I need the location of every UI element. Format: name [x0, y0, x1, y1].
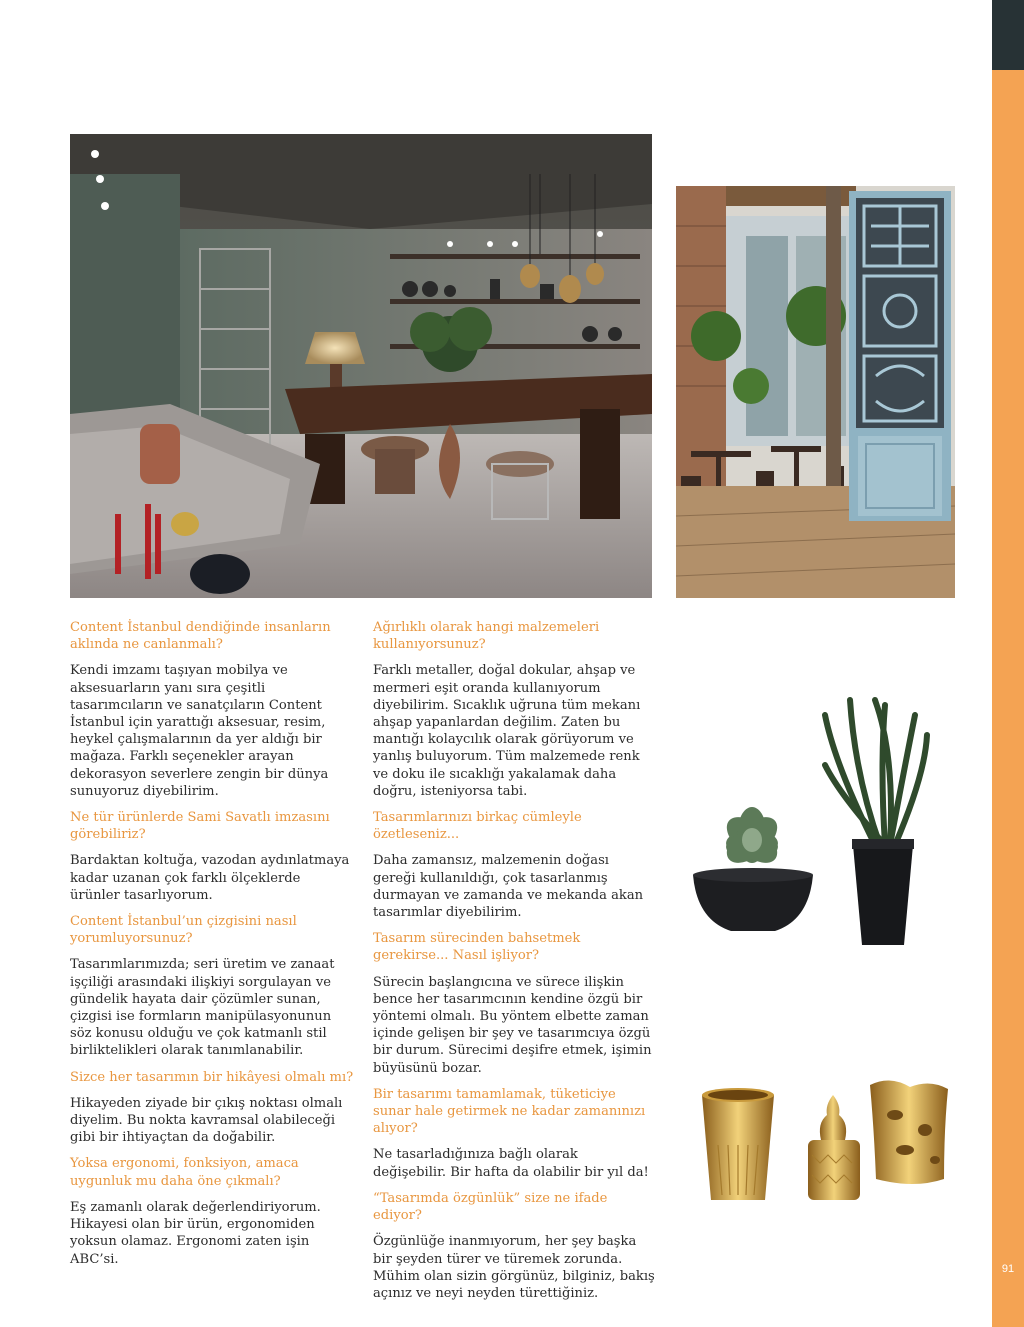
interview-column-left — [70, 619, 354, 1277]
cafe-door-photo — [676, 186, 955, 598]
question: Yoksa ergonomi, fonksiyon, amaca uygunluk mu daha öne çıkmalı? — [70, 1156, 299, 1189]
side-color-strip — [992, 0, 1024, 1327]
question: Ne tür ürünlerde Sami Savatlı imzasını görebiliriz? — [70, 810, 330, 843]
page-number: 91 — [1001, 1263, 1015, 1275]
question: Tasarım sürecinden bahsetmek gerekirse... Nasıl işliyor? — [373, 931, 581, 964]
answer: Hikayeden ziyade bir çıkış noktası olmalı diyelim. Bu nokta kavramsal olabileceği gibi bir ihtiyaçtan da doğabilir. — [70, 1095, 343, 1146]
gold-vessels-product-photo — [700, 1075, 955, 1205]
answer: Sürecin başlangıcına ve sürece ilişkin bence her tasarımcının kendine özgü bir yöntemi olmalı. Bu yöntem elbette zaman içinde gelişen bir şey ve tasarımcıya özgü bir durum. Sürecimi deşifre etmek, işimin büyüsünü bozar. — [373, 974, 652, 1076]
question: “Tasarımda özgünlük” size ne ifade ediyor? — [373, 1190, 608, 1224]
question: Ağırlıklı olarak hangi malzemeleri kullanıyorsunuz? — [373, 620, 600, 653]
question: Bir tasarımı tamamlamak, tüketiciye sunar hale getirmek ne kadar zamanınızı alıyor? — [373, 1086, 646, 1137]
question: Sizce her tasarımın bir hikâyesi olmalı mı? — [70, 1069, 354, 1085]
side-strip-dark-cap — [992, 0, 1024, 70]
question: Content İstanbul dendiğinde insanların aklında ne canlanmalı? — [70, 620, 331, 653]
showroom-photo — [70, 134, 652, 598]
answer: Tasarımlarımızda; seri üretim ve zanaat işçiliği arasındaki ilişkiyi sorgulayan ve gündelik hayata dair çözümler sunan, çizgisi ise formların manipülasyonunun söz konusu olduğu ve çok katmanlı stil birliktelikleri olarak tanımlanabilir. — [70, 957, 335, 1059]
answer: Ne tasarladığınıza bağlı olarak değişebilir. Bir hafta da olabilir bir yıl da! — [373, 1147, 649, 1180]
answer: Kendi imzamı taşıyan mobilya ve aksesuarların yanı sıra çeşitli tasarımcıların ve sanatçıların Content İstanbul için yarattığı aksesuar, resim, heykel çalışmalarının da yer aldığı bir mağaza. Farklı seçenekler arayan dekorasyon severlere zengin bir dünya sunuyoruz diyebilirim. — [70, 663, 329, 799]
question: Content İstanbul’un çizgisini nasıl yorumluyorsunuz? — [70, 914, 297, 947]
interview-column-right — [373, 619, 655, 1311]
answer: Özgünlüğe inanmıyorum, her şey başka bir şeyden türer ve türemek zorunda. Mühim olan sizin görgünüz, bilginiz, bakış açınız ve neyi neyden türettiğiniz. — [373, 1234, 655, 1301]
question: Tasarımlarınızı birkaç cümleyle özetleseniz... — [373, 810, 582, 843]
answer: Daha zamansız, malzemenin doğası gereği kullanıldığı, çok tasarlanmış durmayan ve zamanda ve mekanda akan tasarımlar diyebilirim. — [373, 853, 644, 921]
plants-product-photo — [690, 695, 930, 955]
answer: Farklı metaller, doğal dokular, ahşap ve mermeri eşit oranda kullanıyorum diyebilirim. Sıcaklık uğruna tüm mekanı ahşap yapanlardan değilim. Zaten bu mantığı kolaycılık olarak görüyorum ve yanlış buluyorum. Tüm malzemede renk ve doku ile sıcaklığı yakalamak daha doğru, isteniyorsa tabi. — [373, 663, 641, 799]
answer: Bardaktan koltuğa, vazodan aydınlatmaya kadar uzanan çok farklı ölçeklerde ürünler tasarlıyorum. — [70, 853, 350, 903]
answer: Eş zamanlı olarak değerlendiriyorum. Hikayesi olan bir ürün, ergonomiden yoksun olamaz. Ergonomi zaten işin ABC’si. — [70, 1199, 321, 1267]
